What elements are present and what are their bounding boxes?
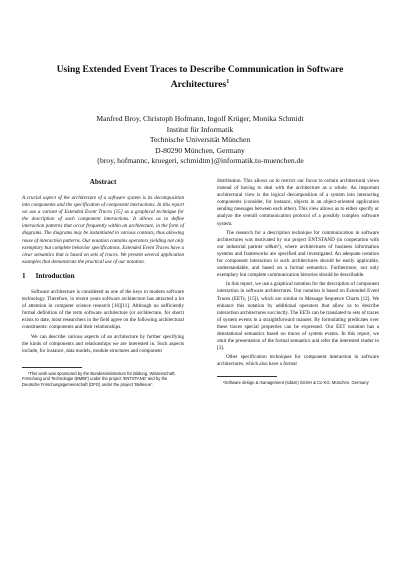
author-institute: Institut für Informatik (166, 124, 234, 134)
title-line-2-text: Architectures (170, 79, 227, 91)
section-title: Introduction (35, 271, 75, 280)
left-column (22, 178, 184, 387)
introduction-heading (22, 272, 184, 281)
footnote-divider-right (217, 376, 277, 377)
author-block (40, 114, 360, 167)
abstract-heading: Abstract (89, 178, 117, 186)
body-paragraph-1: distribution. This allows us to restrict our focus to certain architectural views instead of having to deal with the architecture as a whole. An important architectural view is the logical decomposition of a system into interacting components (consider, for instance, objects in an object-oriented application sending messages between each other). This view allows us to either specify or analyze the overall communication protocol of a possibly complex software system. (217, 178, 379, 227)
footnote-sponsor: ¹This work was sponsored by the Bundesministerium für Bildung, Wissenschaft, Forschung und Technologie (BMBF) under the project 'ENTSTAND' and by the Deutsche Forschungsgemeinschaft (DFG) under the project 'Bellevue'. (22, 370, 176, 387)
footnote-divider (22, 367, 82, 368)
footnote-sdm: ²Software design & management (sd&m) GmbH & Co KG, München, Germany (223, 380, 369, 386)
title-footnote-mark: 1 (226, 79, 230, 85)
body-paragraph-3: In this report, we use a graphical notation for the description of component interaction in software architectures. Our notation is based on Extended Event Traces (EETs, [15]), which are similar to Message Sequence Charts [12]. We enhance this notation by additional operators that allow us to describe interaction architectures succinctly. The EETs can be translated to sets of traces of system events in a straightforward manner. By formulating predicates over these traces special properties can be expressed. Our EET notation has a denotational semantics based on traces of system events. In this report, we omit the presentation of the formal semantics and refer the interested reader to [3]. (217, 281, 379, 352)
paper-title (40, 64, 360, 91)
author-university: Technische Universität München (149, 135, 251, 145)
intro-paragraph-2: We can describe various aspects of an architecture by further specifying the kinds of components and relationships we are interested in. Such aspects include, for instance, data models, module structures and component (22, 333, 184, 354)
title-line-1: Using Extended Event Traces to Describe Communication in Software (56, 64, 344, 75)
body-paragraph-4: Other specification techniques for component interaction in software architectures, which also have a formal (217, 354, 379, 368)
abstract-text: A crucial aspect of the architecture of a software system is its decomposition into components and the specification of component interactions. In this report we use a variant of Extended Event Traces [15] as a graphical technique for the description of such component interactions. It allows us to define interaction patterns that occur frequently within an architecture, in the form of diagrams. The diagrams may be instantiated in various contexts, thus allowing reuse of interaction patterns. Our notation contains operators yielding not only exemplary but complete behavior specifications. Extended Event Traces have a clear semantics that is based on sets of traces. We present several application examples that demonstrate the practical use of our notation. (22, 195, 184, 265)
title-line-2 (40, 76, 360, 91)
right-column (217, 178, 379, 386)
author-address: D-80290 München, Germany (155, 145, 245, 155)
section-number: 1 (22, 271, 26, 280)
intro-paragraph-1: Software architecture is considered as one of the keys to modern software technology. Therefore, in recent years software architecture has attracted a lot of attention in computer science research [16][11]. Although no sufficiently formal definition of the term software architecture (or architecture, for short) exists to date, most researchers in the field agree on the following architectural constituents: components and their relationships. (22, 288, 184, 331)
author-names: Manfred Broy, Christoph Hofmann, Ingolf Krüger, Monika Schmidt (96, 114, 304, 123)
author-emails: {broy, hofmannc, kruegeri, schmidtm}@informatik.tu-muenchen.de (96, 156, 304, 166)
body-paragraph-2: The research for a description technique for communication in software architectures was motivated by our project ENTSTAND (in cooperation with our industrial partner sd&m²), where architectures of business information systems and frameworks are specified and investigated. An adequate notation for component interaction in such architectures should be easily applicable, understandable, and based on a formal semantics. Furthermore, not only exemplary but complete communication histories should be describable. (217, 229, 379, 279)
